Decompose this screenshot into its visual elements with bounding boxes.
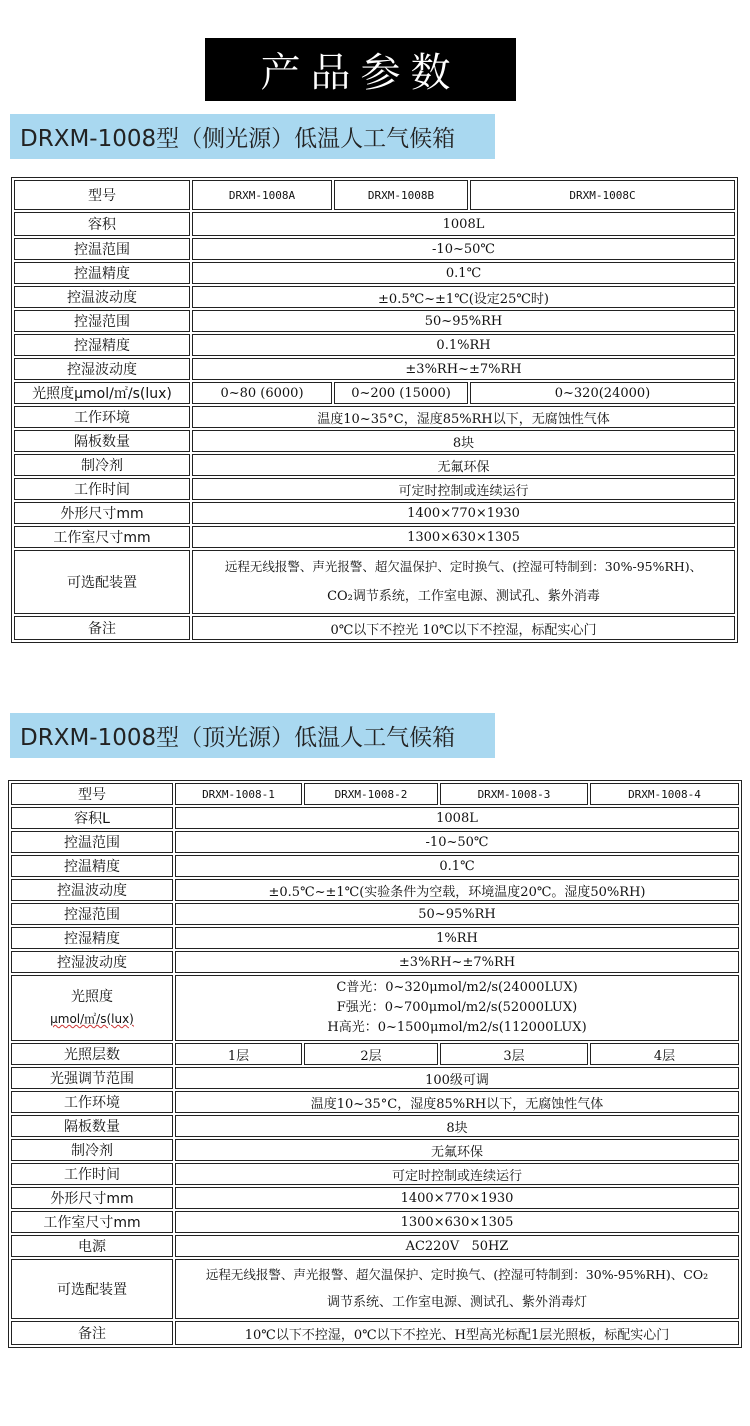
- row-label: 工作室尺寸mm: [14, 526, 190, 548]
- row-value: 10℃以下不控湿，0℃以下不控光、H型高光标配1层光照板，标配实心门: [175, 1321, 739, 1345]
- model-cell: DRXM-1008-3: [440, 783, 588, 805]
- row-label: 工作环境: [11, 1091, 173, 1113]
- row-label: 工作时间: [11, 1163, 173, 1185]
- model-cell: DRXM-1008B: [334, 180, 468, 210]
- table-row: [11, 903, 739, 925]
- lux-cell: 0~200 (15000): [334, 382, 468, 404]
- row-label: 隔板数量: [11, 1115, 173, 1137]
- row-value: ±3%RH~±7%RH: [175, 951, 739, 973]
- row-label: 控温波动度: [11, 879, 173, 901]
- model-cell: DRXM-1008-2: [304, 783, 438, 805]
- row-value: 1300×630×1305: [175, 1211, 739, 1233]
- row-value: 0.1%RH: [192, 334, 735, 356]
- row-value: -10~50℃: [192, 238, 735, 260]
- table-row: [11, 951, 739, 973]
- table-row: [14, 358, 735, 380]
- table-row: [14, 382, 735, 404]
- model-cell: DRXM-1008-1: [175, 783, 302, 805]
- row-label: 工作环境: [14, 406, 190, 428]
- layer-cell: 2层: [304, 1043, 438, 1065]
- row-value: 温度10~35°C，湿度85%RH以下，无腐蚀性气体: [175, 1091, 739, 1113]
- table-row: [11, 783, 739, 805]
- layer-cell: 4层: [590, 1043, 739, 1065]
- table-row: [11, 1187, 739, 1209]
- row-label: 工作室尺寸mm: [11, 1211, 173, 1233]
- lux-line: F强光：0~700μmol/m2/s(52000LUX): [336, 1000, 578, 1015]
- model-cell: DRXM-1008-4: [590, 783, 739, 805]
- row-value: 1400×770×1930: [192, 502, 735, 524]
- table-row: [14, 478, 735, 500]
- table-row: [11, 927, 739, 949]
- table-row: [11, 1235, 739, 1257]
- row-label: 控湿范围: [14, 310, 190, 332]
- row-value: 50~95%RH: [192, 310, 735, 332]
- table-row: [11, 1067, 739, 1089]
- row-value: 温度10~35°C，湿度85%RH以下，无腐蚀性气体: [192, 406, 735, 428]
- row-value: -10~50℃: [175, 831, 739, 853]
- row-value: 1300×630×1305: [192, 526, 735, 548]
- label-line: μmol/㎡/s(lux): [50, 1012, 134, 1026]
- row-label: 容积: [14, 212, 190, 236]
- table-row: [11, 1091, 739, 1113]
- row-value: [175, 1259, 739, 1319]
- row-label: 可选配装置: [11, 1259, 173, 1319]
- row-label: 控湿波动度: [11, 951, 173, 973]
- table-row: [11, 1163, 739, 1185]
- table-row: [14, 212, 735, 236]
- value-line: 远程无线报警、声光报警、超欠温保护、定时换气、(控湿可特制到：30%-95%RH)、CO₂: [205, 1267, 709, 1282]
- row-label: 控温范围: [11, 831, 173, 853]
- row-label: 外形尺寸mm: [11, 1187, 173, 1209]
- row-label: 可选配装置: [14, 550, 190, 614]
- table-row: [14, 616, 735, 640]
- value-line: CO₂调节系统，工作室电源、测试孔、紫外消毒: [327, 589, 600, 604]
- table-row: [14, 334, 735, 356]
- table-row: [14, 286, 735, 308]
- value-line: 调节系统、工作室电源、测试孔、紫外消毒灯: [326, 1295, 587, 1310]
- row-value: 0℃以下不控光 10℃以下不控湿，标配实心门: [192, 616, 735, 640]
- row-value: AC220V 50HZ: [175, 1235, 739, 1257]
- label-line: 光照度: [71, 989, 113, 1005]
- row-label: 备注: [14, 616, 190, 640]
- row-value: 1008L: [175, 807, 739, 829]
- table-row: [11, 1139, 739, 1161]
- row-label: 控温精度: [14, 262, 190, 284]
- row-value: [175, 975, 739, 1041]
- row-value: ±0.5℃~±1℃(设定25℃时): [192, 286, 735, 308]
- table-row: [11, 1211, 739, 1233]
- table-row: [11, 1115, 739, 1137]
- table-row: [14, 238, 735, 260]
- row-value: 8块: [192, 430, 735, 452]
- value-line: 远程无线报警、声光报警、超欠温保护、定时换气、(控湿可特制到：30%-95%RH)、: [224, 559, 703, 574]
- spec-table-side-light: [11, 177, 738, 643]
- row-label: 控湿精度: [14, 334, 190, 356]
- layer-cell: 1层: [175, 1043, 302, 1065]
- table-row: [11, 879, 739, 901]
- table-row: [14, 406, 735, 428]
- table-row: [14, 526, 735, 548]
- spec-table-top-light: [8, 780, 742, 1348]
- table-row: [14, 502, 735, 524]
- row-label: 外形尺寸mm: [14, 502, 190, 524]
- row-value: 8块: [175, 1115, 739, 1137]
- row-value: ±3%RH~±7%RH: [192, 358, 735, 380]
- lux-cell: 0~320(24000): [470, 382, 735, 404]
- table-row: [11, 1043, 739, 1065]
- table-row: [14, 454, 735, 476]
- table-row: [11, 831, 739, 853]
- row-value: [192, 550, 735, 614]
- row-label: 光强调节范围: [11, 1067, 173, 1089]
- page-banner: 产品参数: [205, 38, 516, 101]
- row-value: 可定时控制或连续运行: [175, 1163, 739, 1185]
- row-label: 控温波动度: [14, 286, 190, 308]
- row-label: 电源: [11, 1235, 173, 1257]
- row-label: 制冷剂: [11, 1139, 173, 1161]
- row-value: 无氟环保: [192, 454, 735, 476]
- row-label: 隔板数量: [14, 430, 190, 452]
- row-label: 工作时间: [14, 478, 190, 500]
- row-label: 控温范围: [14, 238, 190, 260]
- section1-title: DRXM-1008型（侧光源）低温人工气候箱: [10, 114, 495, 159]
- row-label: 控湿范围: [11, 903, 173, 925]
- row-label: 控湿波动度: [14, 358, 190, 380]
- table-row: [14, 262, 735, 284]
- table-row: [14, 550, 735, 614]
- row-value: 可定时控制或连续运行: [192, 478, 735, 500]
- table-row: [11, 1321, 739, 1345]
- row-label: 控温精度: [11, 855, 173, 877]
- model-cell: DRXM-1008A: [192, 180, 332, 210]
- table-row: [14, 180, 735, 210]
- lux-cell: 0~80 (6000): [192, 382, 332, 404]
- row-label: 制冷剂: [14, 454, 190, 476]
- row-label: 型号: [11, 783, 173, 805]
- table-row: [14, 430, 735, 452]
- model-cell: DRXM-1008C: [470, 180, 735, 210]
- row-label: 型号: [14, 180, 190, 210]
- row-value: ±0.5℃~±1℃(实验条件为空载，环境温度20℃。湿度50%RH): [175, 879, 739, 901]
- row-value: 无氟环保: [175, 1139, 739, 1161]
- table-row: [11, 1259, 739, 1319]
- table-row: [11, 807, 739, 829]
- lux-line: C普光：0~320μmol/m2/s(24000LUX): [336, 980, 578, 995]
- row-value: 0.1℃: [175, 855, 739, 877]
- row-label: 光照层数: [11, 1043, 173, 1065]
- table-row: [14, 310, 735, 332]
- row-value: 50~95%RH: [175, 903, 739, 925]
- row-value: 100级可调: [175, 1067, 739, 1089]
- row-value: 1%RH: [175, 927, 739, 949]
- table-row: [11, 975, 739, 1041]
- layer-cell: 3层: [440, 1043, 588, 1065]
- row-label: 控湿精度: [11, 927, 173, 949]
- table-row: [11, 855, 739, 877]
- row-label: [11, 975, 173, 1041]
- row-value: 0.1℃: [192, 262, 735, 284]
- row-label: 备注: [11, 1321, 173, 1345]
- row-label: 光照度μmol/㎡/s(lux): [14, 382, 190, 404]
- row-value: 1400×770×1930: [175, 1187, 739, 1209]
- row-label: 容积L: [11, 807, 173, 829]
- section2-title: DRXM-1008型（顶光源）低温人工气候箱: [10, 713, 495, 758]
- lux-line: H高光：0~1500μmol/m2/s(112000LUX): [327, 1020, 587, 1035]
- row-value: 1008L: [192, 212, 735, 236]
